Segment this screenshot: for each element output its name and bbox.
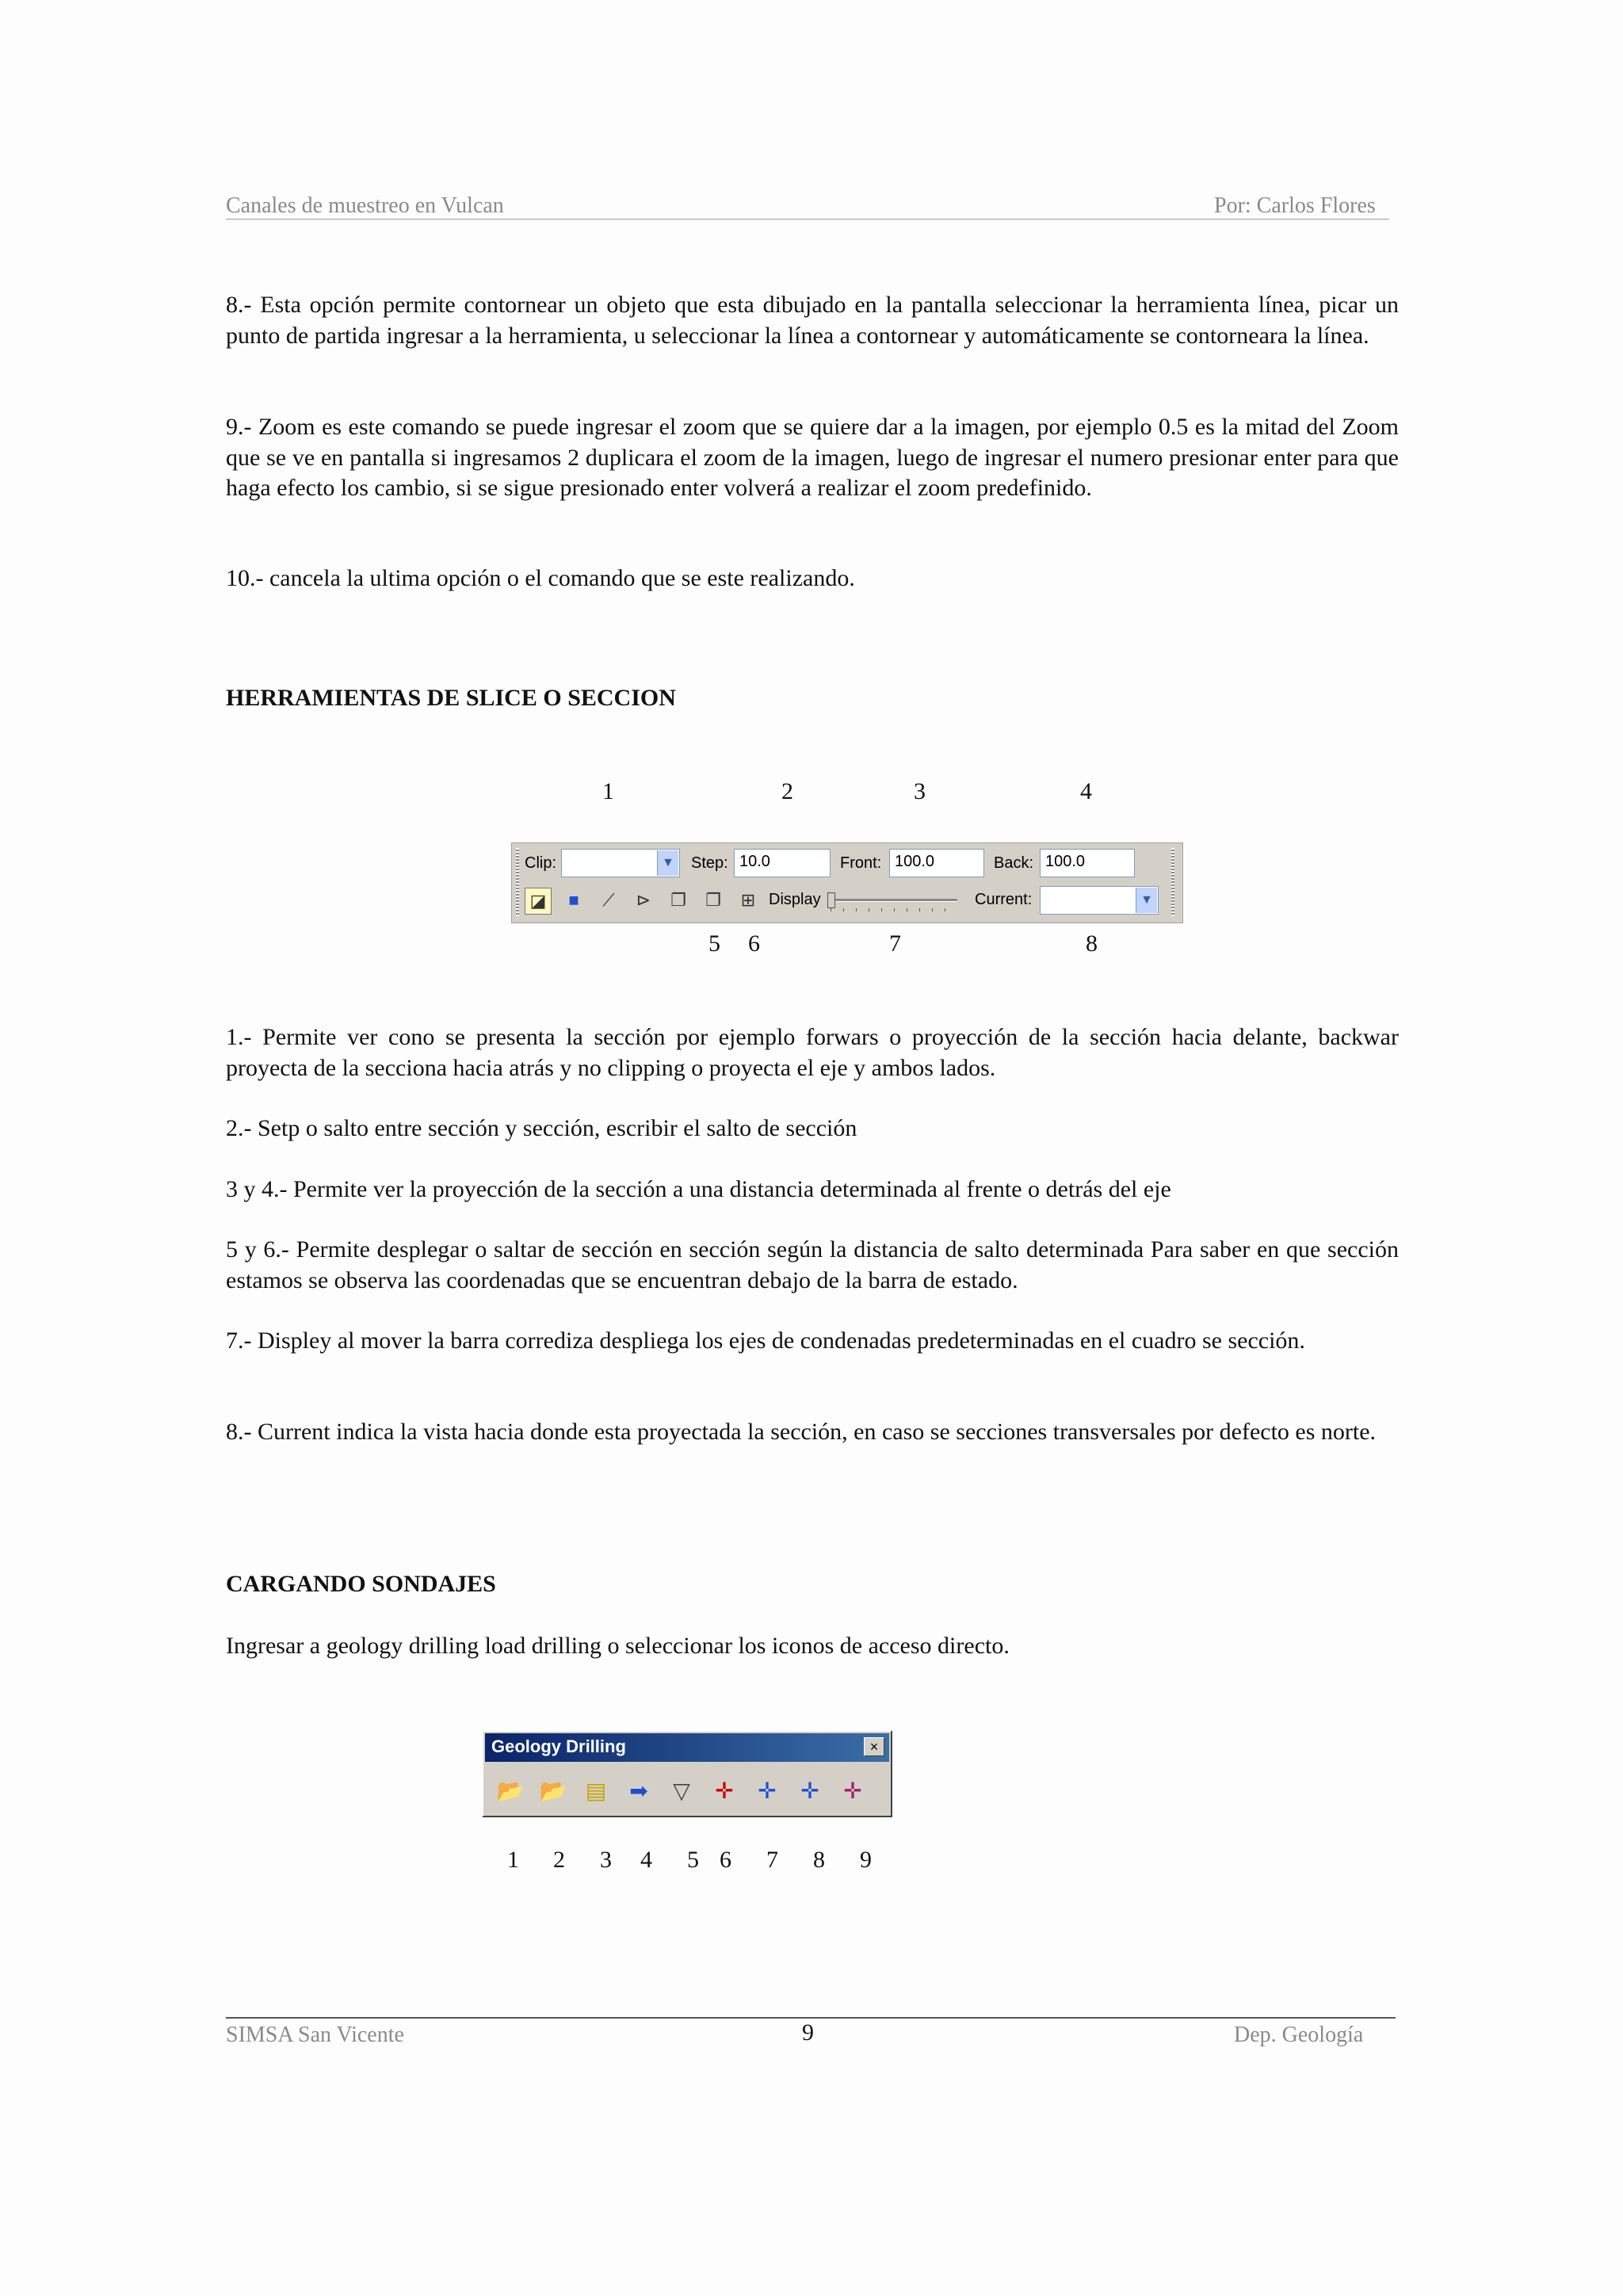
open-folder-icon[interactable]: 📂 <box>496 1778 525 1803</box>
current-label: Current: <box>975 891 1033 908</box>
callout-number: 1 <box>507 1847 519 1873</box>
callout-number: 1 <box>602 778 614 804</box>
back-input[interactable]: 100.0 <box>1040 849 1135 877</box>
toolbar-title[interactable] <box>485 1733 889 1762</box>
chevron-down-icon[interactable]: ▼ <box>657 850 678 876</box>
footer-divider <box>226 2017 1396 2019</box>
view-section-icon[interactable]: ◪ <box>525 888 552 915</box>
header-left: Canales de muestreo en Vulcan <box>226 193 504 218</box>
display-slider[interactable] <box>827 892 962 915</box>
toolbar-title-text: Geology Drilling <box>491 1736 626 1756</box>
slider-ticks <box>831 908 957 911</box>
callout-number: 2 <box>781 778 793 804</box>
callout-number: 6 <box>748 930 760 957</box>
paragraph-item-8: 8.- Esta opción permite contornear un objeto que esta dibujado en la pantalla seleccionar la herramienta línea, picar un punto de partida ingresar a la herramienta, u seleccionar la línea a contornear y automáticamente se contorneara la línea. <box>226 292 1399 349</box>
paragraph-slice-2: 2.- Setp o salto entre sección y sección, escribir el salto de sección <box>226 1115 857 1141</box>
callout-number: 5 <box>687 1847 699 1873</box>
slider-track <box>831 899 957 902</box>
geology-drilling-toolbar <box>482 1730 892 1817</box>
toolbar-grip[interactable] <box>516 848 519 916</box>
paragraph-slice-4: 5 y 6.- Permite desplegar o saltar de sección en sección según la distancia de salto determinada Para saber en que sección estamos se observa las coordenadas que se encuentran debajo de la barra de estado. <box>226 1236 1399 1293</box>
clip-label: Clip: <box>525 854 557 872</box>
callout-number: 3 <box>600 1847 612 1873</box>
page-number: 9 <box>802 2019 814 2046</box>
prev-section-icon[interactable]: ❐ <box>670 890 686 910</box>
hole-style-icon[interactable]: ✛ <box>843 1778 862 1803</box>
slice-toolbar <box>511 842 1183 923</box>
hole-info-icon[interactable]: ✛ <box>758 1778 777 1803</box>
callout-number: 8 <box>813 1847 825 1873</box>
callout-number: 3 <box>914 778 926 804</box>
section-line-icon[interactable]: ⟋ <box>602 890 615 910</box>
open-folder-plus-icon[interactable]: 📂 <box>539 1778 567 1803</box>
paragraph-zoom: 9.- Zoom es este comando se puede ingresar el zoom que se quiere dar a la imagen, por ejemplo 0.5 es la mitad del Zoom que se ve en pantalla si ingresamos 2 duplicara el zoom de la imagen, luego de ingresar el numero presionar enter para que haga efecto los cambio, si se sigue presionado enter volverá a realizar el zoom predefinido. <box>226 414 1399 501</box>
callout-number: 6 <box>720 1847 731 1873</box>
paragraph-slice-3: 3 y 4.- Permite ver la proyección de la sección a una distancia determinada al frente o detrás del eje <box>226 1176 1171 1202</box>
section-color-icon[interactable]: ■ <box>568 890 579 910</box>
display-label: Display <box>769 891 821 908</box>
step-label: Step: <box>691 854 728 872</box>
front-label: Front: <box>840 854 882 872</box>
current-select[interactable] <box>1040 886 1159 915</box>
back-label: Back: <box>994 854 1034 872</box>
callout-number: 5 <box>708 930 720 957</box>
clip-select[interactable] <box>561 849 680 877</box>
paragraph-slice-5: 7.- Displey al mover la barra corrediza despliega los ejes de condenadas predeterminadas en el cuadro se sección. <box>226 1328 1305 1354</box>
paragraph-slice-6: 8.- Current indica la vista hacia donde esta proyectada la sección, en caso se secciones transversales por defecto es norte. <box>226 1419 1377 1445</box>
header-divider <box>226 219 1389 220</box>
slider-thumb[interactable] <box>827 892 835 908</box>
paragraph-slice-1: 1.- Permite ver cono se presenta la sección por ejemplo forwars o proyección de la sección hacia delante, backwar proyecta de la secciona hacia atrás y no clipping o proyecta el eje y ambos lados. <box>226 1024 1399 1081</box>
load-blue-arrow-icon[interactable]: ➡ <box>629 1778 648 1803</box>
step-input[interactable]: 10.0 <box>734 849 831 877</box>
callout-number: 7 <box>766 1847 778 1873</box>
callout-number: 4 <box>1080 778 1092 804</box>
section-heading-drilling: CARGANDO SONDAJES <box>226 1571 496 1597</box>
callout-number: 9 <box>860 1847 872 1873</box>
hole-label-icon[interactable]: ✛ <box>800 1778 819 1803</box>
delete-hole-icon[interactable]: ✛ <box>715 1778 734 1803</box>
paragraph-drilling-intro: Ingresar a geology drilling load drilling o seleccionar los iconos de acceso directo. <box>226 1633 1010 1659</box>
callout-number: 7 <box>889 930 901 957</box>
front-input[interactable]: 100.0 <box>889 849 984 877</box>
add-section-icon[interactable]: ⊞ <box>740 890 756 910</box>
callout-number: 8 <box>1086 930 1098 957</box>
header-right: Por: Carlos Flores <box>1214 193 1376 218</box>
filter-icon[interactable]: ▽ <box>673 1778 690 1803</box>
footer-right: Dep. Geología <box>1234 2023 1364 2047</box>
callout-number: 2 <box>553 1847 565 1873</box>
chevron-down-icon[interactable]: ▼ <box>1136 888 1157 913</box>
paragraph-cancel: 10.- cancela la ultima opción o el comando que se este realizando. <box>226 565 855 591</box>
callout-number: 4 <box>640 1847 652 1873</box>
toolbar-grip-right <box>1171 848 1174 916</box>
next-section-icon[interactable]: ❐ <box>705 890 721 910</box>
load-yellow-icon[interactable]: ▤ <box>585 1778 607 1803</box>
close-icon[interactable]: × <box>864 1737 884 1756</box>
play-section-icon[interactable]: ⊳ <box>636 890 651 910</box>
section-heading-slice: HERRAMIENTAS DE SLICE O SECCION <box>226 685 676 711</box>
footer-left: SIMSA San Vicente <box>226 2023 404 2047</box>
